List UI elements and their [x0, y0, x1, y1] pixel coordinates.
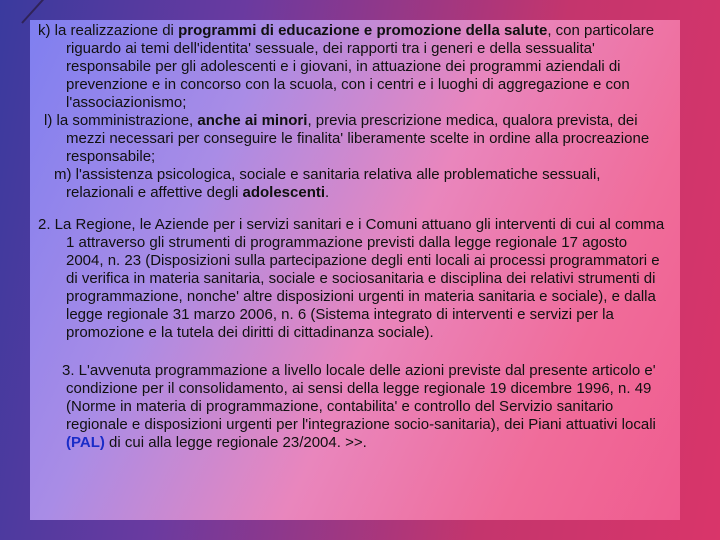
item-m-prefix: m) l'assistenza psicologica, sociale e sanitaria relativa alle problematiche sessuali, relazionali e affettive degli	[54, 166, 601, 201]
item-l	[42, 112, 668, 166]
item-l-prefix: l) la somministrazione,	[44, 112, 198, 129]
paragraph-3-text: 3. L'avvenuta programmazione a livello locale delle azioni previste dal presente articolo e' condizione per il consolidamento, ai sensi della legge regionale 19 dicembre 1996, n. 49 (Norme in materia di programmazione, contabilita' e controllo del Servizio sanitario regionale e disposizioni urgenti per l'integrazione socio-sanitaria), dei Piani attuativi locali	[62, 362, 656, 433]
item-m	[52, 166, 668, 202]
item-k-prefix: k) la realizzazione di	[38, 22, 179, 39]
item-l-rest: , previa prescrizione medica, qualora prevista, dei mezzi necessari per conseguire le finalita' liberamente scelte in ordine alla procreazione responsabile;	[66, 112, 650, 165]
item-m-bold: adolescenti	[242, 184, 326, 201]
item-k	[38, 22, 668, 112]
paragraph-2: 2. La Regione, le Aziende per i servizi sanitari e i Comuni attuano gli interventi di cui al comma 1 attraverso gli strumenti di programmazione previsti dalla legge regionale 17 agosto 2004, n. 23 (Disposizioni sulla partecipazione degli enti locali ai processi programmatori e di verifica in materia sanitaria, sociale e sociosanitaria e disciplina dei relativi strumenti di programmazione, nonche' altre disposizioni urgenti in materia sanitaria e sociale), e dalla legge regionale 31 marzo 2006, n. 6 (Sistema integrato di interventi e servizi per la promozione e la tutela dei diritti di cittadinanza sociale).	[38, 216, 665, 341]
slide-text	[38, 22, 668, 452]
item-m-rest: .	[325, 184, 330, 201]
paragraph-3-rest: di cui alla legge regionale 23/2004. >>.	[104, 434, 367, 451]
pal-highlight: (PAL)	[66, 434, 105, 451]
spacer	[38, 202, 668, 216]
spacer	[38, 342, 668, 362]
paragraph-3	[52, 362, 668, 452]
item-l-bold: anche ai minori	[197, 112, 308, 129]
item-k-bold: programmi di educazione e promozione della salute	[178, 22, 548, 39]
item-k-rest: , con particolare riguardo ai temi dell'identita' sessuale, dei rapporti tra i generi e della sessualita' responsabile per gli adolescenti e i giovani, in attuazione dei programmi aziendali di prevenzione e in concorso con la scuola, con i centri e i luoghi di aggregazione e con l'associazionismo;	[66, 22, 655, 111]
